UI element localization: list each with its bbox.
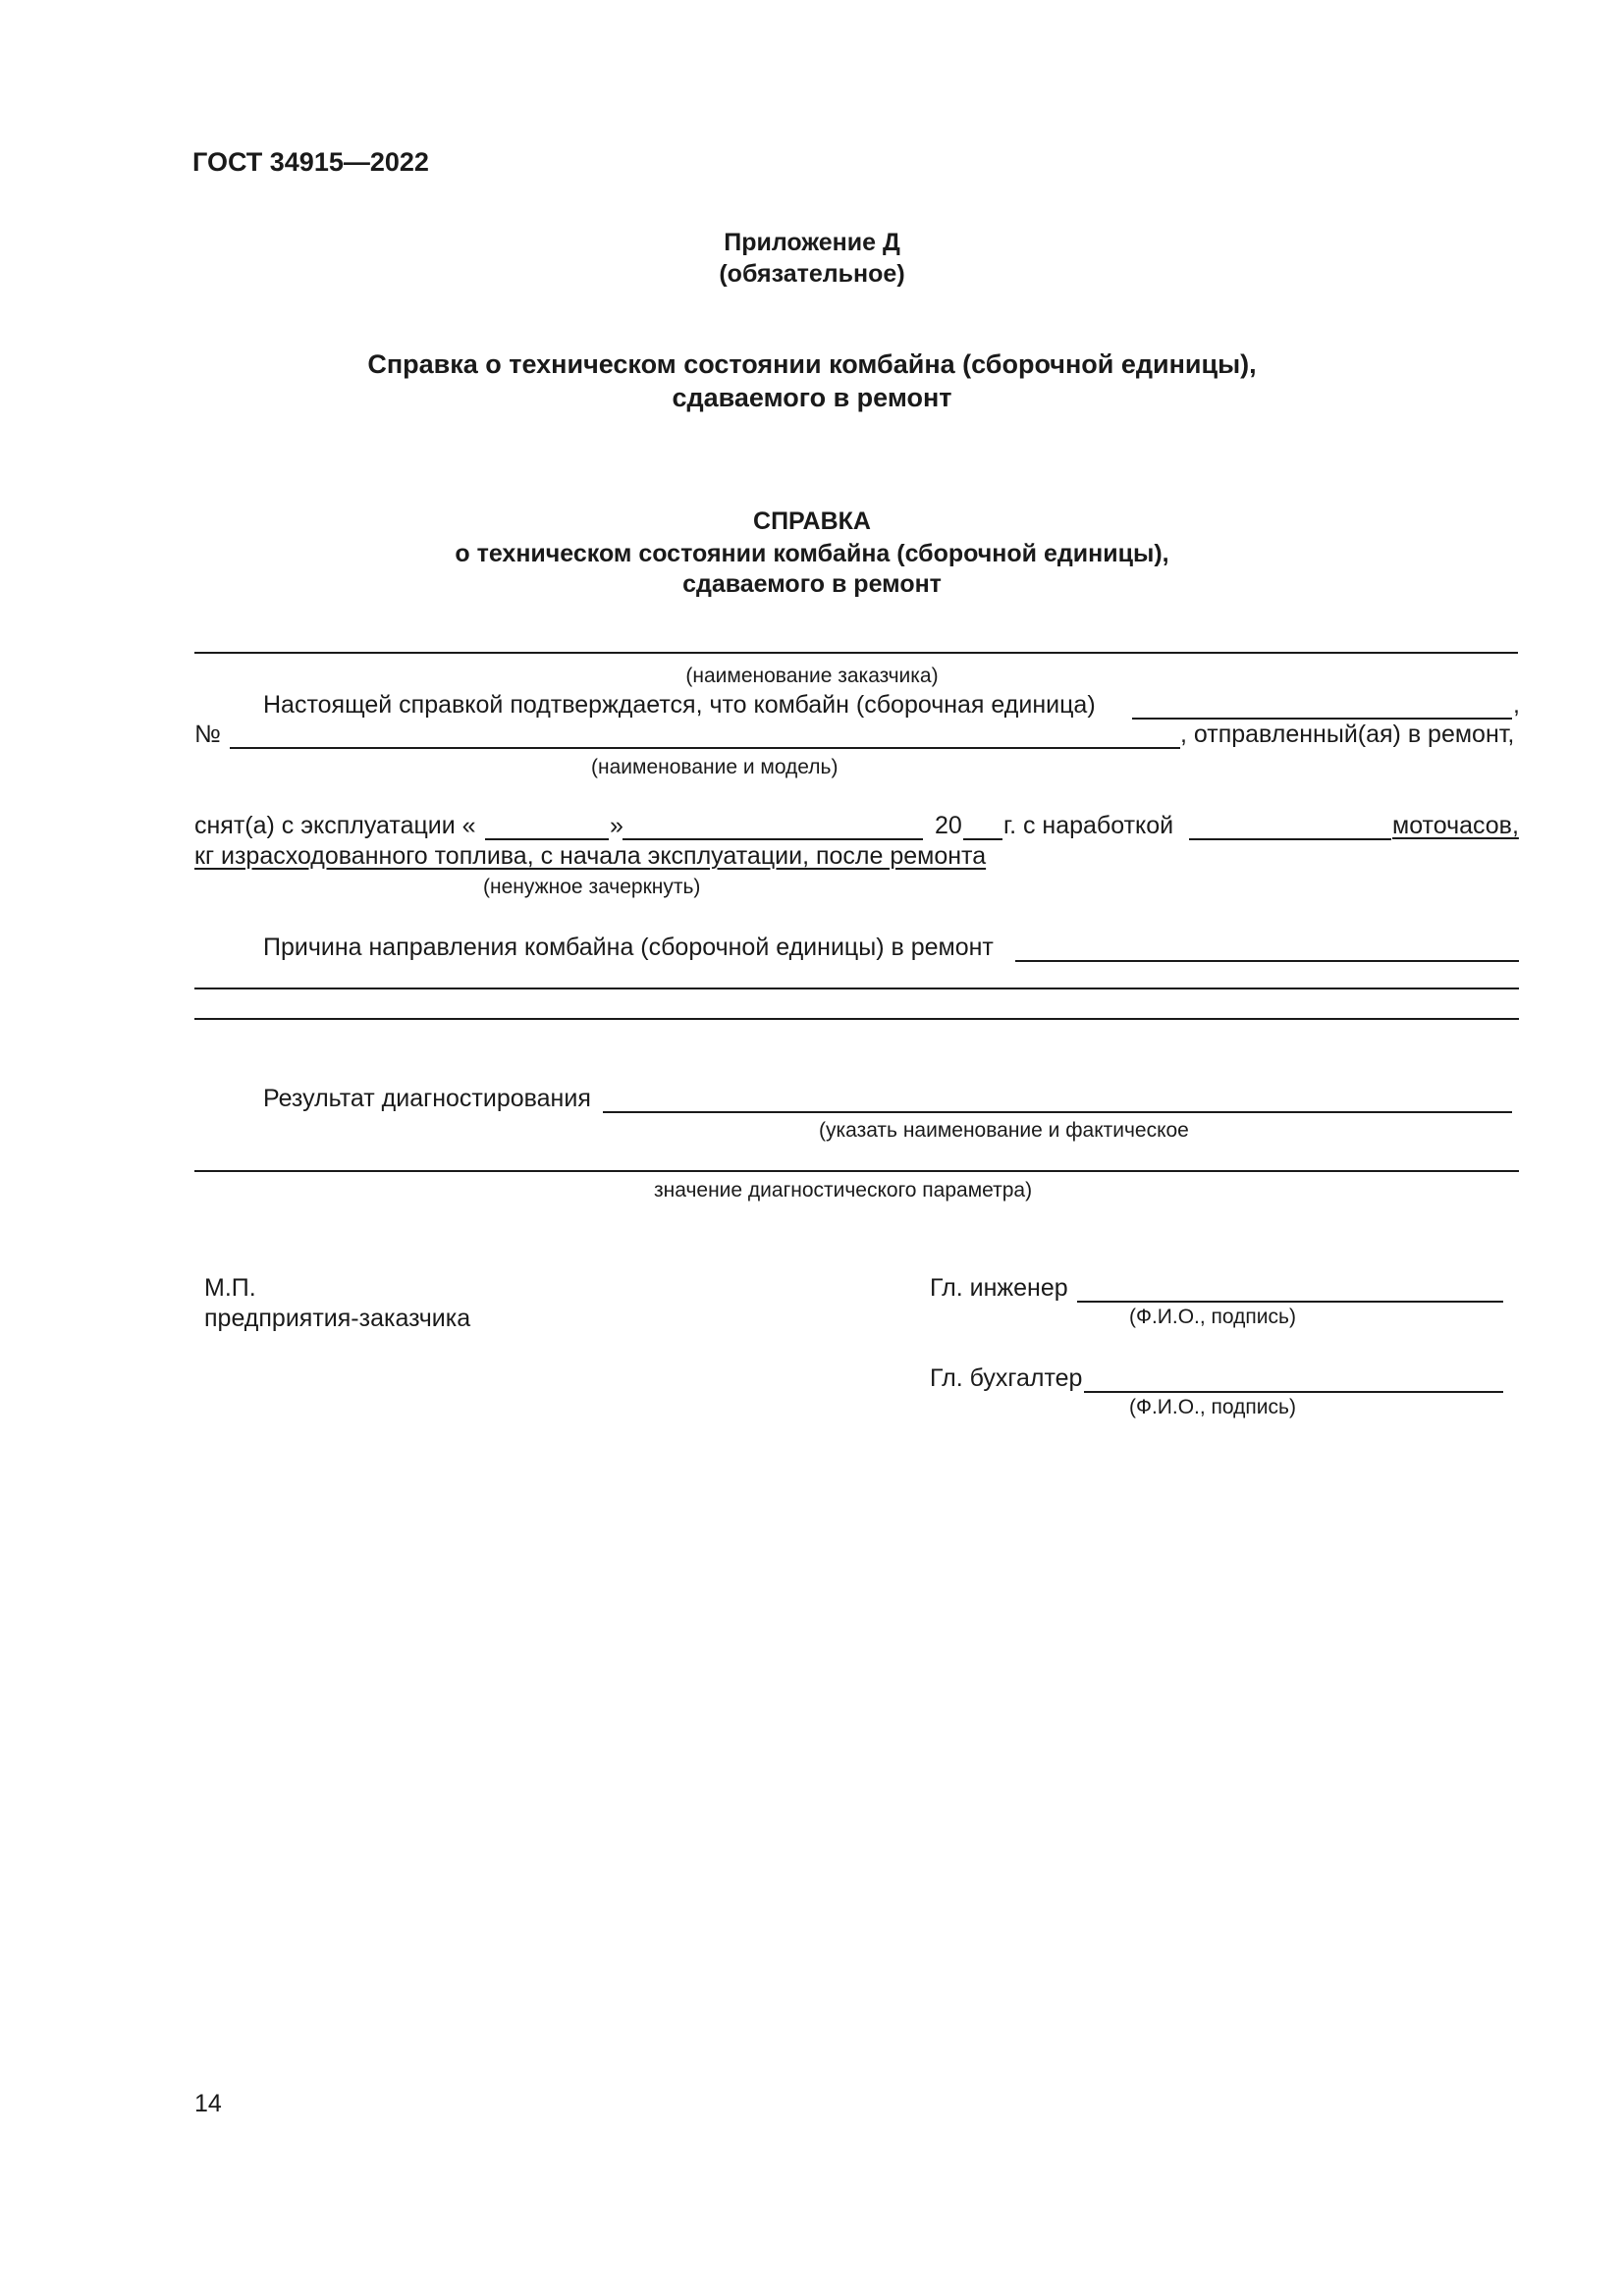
model-caption: (наименование и модель): [591, 756, 839, 778]
chief-accountant-signature-line[interactable]: [1084, 1391, 1503, 1393]
stamp-label: М.П.: [204, 1274, 256, 1302]
appendix-status: (обязательное): [719, 260, 905, 288]
reason-label: Причина направления комбайна (сборочной единицы) в ремонт: [263, 934, 994, 961]
units-motohours: моточасов,: [1392, 812, 1519, 839]
reason-line-2[interactable]: [194, 988, 1519, 989]
reason-line-1[interactable]: [1015, 960, 1519, 962]
form-title-word: СПРАВКА: [753, 507, 871, 535]
number-sign: №: [194, 721, 221, 748]
diagnostics-caption-2: значение диагностического параметра): [654, 1179, 1033, 1201]
chief-accountant-caption: (Ф.И.О., подпись): [1129, 1396, 1296, 1418]
chief-engineer-signature-line[interactable]: [1077, 1301, 1503, 1303]
day-line[interactable]: [485, 838, 609, 840]
diagnostics-caption-1: (указать наименование и фактическое: [819, 1119, 1189, 1142]
stamp-org: предприятия-заказчика: [204, 1305, 471, 1332]
customer-name-line[interactable]: [194, 652, 1518, 654]
serial-number-line[interactable]: [230, 747, 1180, 749]
appendix-title: Приложение Д: [724, 229, 900, 256]
strike-caption: (ненужное зачеркнуть): [483, 876, 701, 898]
removal-prefix: снят(а) с эксплуатации «: [194, 812, 476, 839]
operating-time-line[interactable]: [1189, 838, 1391, 840]
confirm-comma: ,: [1513, 691, 1520, 719]
reason-line-3[interactable]: [194, 1018, 1519, 1020]
standard-designation: ГОСТ 34915—2022: [192, 147, 429, 177]
sent-to-repair-text: , отправленный(ая) в ремонт,: [1180, 721, 1515, 748]
chief-engineer-caption: (Ф.И.О., подпись): [1129, 1306, 1296, 1328]
chief-accountant-label: Гл. бухгалтер: [930, 1364, 1083, 1392]
form-title-line1: о техническом состоянии комбайна (сборочной единицы),: [455, 540, 1169, 567]
diagnostics-line-2[interactable]: [194, 1170, 1519, 1172]
section-title-line1: Справка о техническом состоянии комбайна (сборочной единицы),: [367, 349, 1257, 379]
customer-caption: (наименование заказчика): [685, 665, 939, 687]
year-prefix: 20: [935, 812, 962, 839]
units-options: кг израсходованного топлива, с начала эксплуатации, после ремонта: [194, 842, 987, 870]
year-line[interactable]: [963, 838, 1002, 840]
month-line[interactable]: [623, 838, 923, 840]
form-title-line2: сдаваемого в ремонт: [682, 570, 942, 598]
diagnostics-label: Результат диагностирования: [263, 1085, 591, 1112]
confirm-text: Настоящей справкой подтверждается, что комбайн (сборочная единица): [263, 691, 1096, 719]
diagnostics-line-1[interactable]: [603, 1111, 1512, 1113]
quote-close: »: [610, 812, 623, 839]
chief-engineer-label: Гл. инженер: [930, 1274, 1068, 1302]
section-title-line2: сдаваемого в ремонт: [672, 383, 952, 412]
page-number: 14: [194, 2090, 222, 2117]
year-suffix: г. с наработкой: [1003, 812, 1174, 839]
